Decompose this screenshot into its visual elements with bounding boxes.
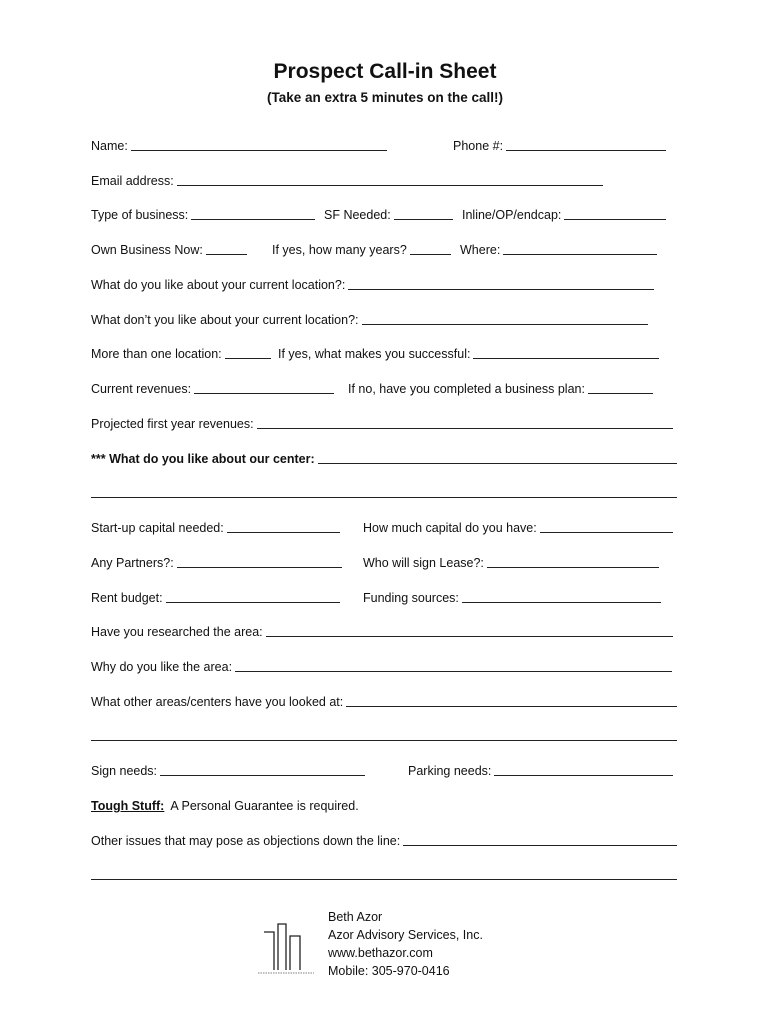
- startup-capital-field[interactable]: [91, 518, 340, 538]
- sign-lease-field[interactable]: [363, 553, 659, 573]
- sign-needs-label: Sign needs:: [91, 764, 158, 778]
- row-more-locations: [91, 344, 681, 364]
- company-logo-icon: [256, 918, 316, 978]
- row-name-phone: [91, 136, 681, 156]
- contact-company: Azor Advisory Services, Inc.: [328, 928, 483, 942]
- why-area-label: Why do you like the area:: [91, 660, 233, 674]
- years-line[interactable]: [410, 254, 451, 255]
- business-plan-field[interactable]: [348, 379, 653, 399]
- tough-stuff-label: Tough Stuff:: [91, 799, 165, 813]
- funding-sources-label: Funding sources:: [363, 591, 459, 605]
- rent-budget-label: Rent budget:: [91, 591, 163, 605]
- other-issues-line[interactable]: [403, 845, 677, 846]
- successful-label: If yes, what makes you successful:: [278, 347, 471, 361]
- startup-capital-line[interactable]: [227, 532, 340, 533]
- own-business-line[interactable]: [206, 254, 247, 255]
- projected-revenues-line[interactable]: [257, 428, 673, 429]
- row-partners: [91, 553, 681, 573]
- partners-line[interactable]: [177, 567, 342, 568]
- other-issues-extra-line[interactable]: [91, 879, 677, 880]
- years-label: If yes, how many years?: [272, 243, 407, 257]
- capital-have-field[interactable]: [363, 518, 673, 538]
- sf-needed-line[interactable]: [394, 219, 453, 220]
- successful-field[interactable]: [278, 344, 659, 364]
- parking-needs-field[interactable]: [408, 761, 673, 781]
- name-line[interactable]: [131, 150, 387, 151]
- current-revenues-label: Current revenues:: [91, 382, 192, 396]
- like-center-line[interactable]: [318, 463, 677, 464]
- row-tough-stuff: [91, 796, 681, 816]
- successful-line[interactable]: [473, 358, 659, 359]
- partners-label: Any Partners?:: [91, 556, 174, 570]
- other-areas-label: What other areas/centers have you looked at:: [91, 695, 344, 709]
- row-own-business: [91, 240, 681, 260]
- why-area-line[interactable]: [235, 671, 672, 672]
- contact-name: Beth Azor: [328, 910, 383, 924]
- like-current-field[interactable]: [91, 275, 654, 295]
- row-projected: [91, 414, 681, 434]
- sign-needs-field[interactable]: [91, 761, 365, 781]
- sf-needed-label: SF Needed:: [324, 208, 391, 222]
- researched-field[interactable]: [91, 622, 673, 642]
- why-area-field[interactable]: [91, 657, 672, 677]
- projected-revenues-field[interactable]: [91, 414, 673, 434]
- phone-field[interactable]: [453, 136, 666, 156]
- funding-sources-line[interactable]: [462, 602, 661, 603]
- current-revenues-field[interactable]: [91, 379, 334, 399]
- tough-stuff-note: [91, 796, 359, 816]
- row-rent: [91, 588, 681, 608]
- partners-field[interactable]: [91, 553, 342, 573]
- row-like-current: [91, 275, 681, 295]
- sign-needs-line[interactable]: [160, 775, 365, 776]
- page-subtitle: (Take an extra 5 minutes on the call!): [266, 90, 504, 105]
- email-line[interactable]: [177, 185, 603, 186]
- current-revenues-line[interactable]: [194, 393, 334, 394]
- projected-revenues-label: Projected first year revenues:: [91, 417, 254, 431]
- inline-label: Inline/OP/endcap:: [462, 208, 562, 222]
- row-other-issues: [91, 831, 681, 851]
- sign-lease-label: Who will sign Lease?:: [363, 556, 484, 570]
- business-plan-label: If no, have you completed a business plan:: [348, 382, 585, 396]
- sign-lease-line[interactable]: [487, 567, 659, 568]
- more-than-one-field[interactable]: [91, 344, 271, 364]
- row-why-area: [91, 657, 681, 677]
- email-field[interactable]: [91, 171, 603, 191]
- dislike-current-field[interactable]: [91, 310, 648, 330]
- where-label: Where:: [460, 243, 501, 257]
- business-plan-line[interactable]: [588, 393, 653, 394]
- researched-label: Have you researched the area:: [91, 625, 263, 639]
- phone-line[interactable]: [506, 150, 666, 151]
- dislike-current-label: What don’t you like about your current location?:: [91, 313, 359, 327]
- inline-line[interactable]: [564, 219, 666, 220]
- contact-website[interactable]: www.bethazor.com: [328, 946, 433, 960]
- row-other-areas: [91, 692, 681, 712]
- like-center-extra-line[interactable]: [91, 497, 677, 498]
- email-label: Email address:: [91, 174, 174, 188]
- page-title: Prospect Call-in Sheet: [273, 60, 497, 83]
- like-center-field[interactable]: [91, 449, 677, 469]
- startup-capital-label: Start-up capital needed:: [91, 521, 224, 535]
- other-issues-label: Other issues that may pose as objections down the line:: [91, 834, 401, 848]
- type-of-business-field[interactable]: [91, 205, 315, 225]
- parking-needs-label: Parking needs:: [408, 764, 492, 778]
- row-needs: [91, 761, 681, 781]
- capital-have-label: How much capital do you have:: [363, 521, 537, 535]
- own-business-field[interactable]: [91, 240, 247, 260]
- like-current-line[interactable]: [348, 289, 654, 290]
- inline-field[interactable]: [462, 205, 666, 225]
- row-like-center: [91, 449, 681, 469]
- rent-budget-line[interactable]: [166, 602, 340, 603]
- parking-needs-line[interactable]: [494, 775, 673, 776]
- tough-stuff-text: A Personal Guarantee is required.: [170, 799, 359, 813]
- row-revenues: [91, 379, 681, 399]
- row-business-type: [91, 205, 681, 225]
- like-current-label: What do you like about your current location?:: [91, 278, 346, 292]
- researched-line[interactable]: [266, 636, 673, 637]
- phone-label: Phone #:: [453, 139, 504, 153]
- years-field[interactable]: [272, 240, 451, 260]
- more-than-one-label: More than one location:: [91, 347, 222, 361]
- dislike-current-line[interactable]: [362, 324, 648, 325]
- capital-have-line[interactable]: [540, 532, 673, 533]
- name-field[interactable]: [91, 136, 387, 156]
- contact-block: [328, 908, 483, 980]
- row-dislike-current: [91, 310, 681, 330]
- where-line[interactable]: [503, 254, 657, 255]
- other-areas-extra-line[interactable]: [91, 740, 677, 741]
- type-of-business-label: Type of business:: [91, 208, 189, 222]
- rent-budget-field[interactable]: [91, 588, 340, 608]
- where-field[interactable]: [460, 240, 657, 260]
- funding-sources-field[interactable]: [363, 588, 661, 608]
- name-label: Name:: [91, 139, 128, 153]
- row-email: [91, 171, 681, 191]
- other-areas-field[interactable]: [91, 692, 677, 712]
- own-business-label: Own Business Now:: [91, 243, 203, 257]
- contact-mobile: Mobile: 305-970-0416: [328, 964, 450, 978]
- sf-needed-field[interactable]: [324, 205, 453, 225]
- other-areas-line[interactable]: [346, 706, 677, 707]
- row-capital: [91, 518, 681, 538]
- more-than-one-line[interactable]: [225, 358, 271, 359]
- other-issues-field[interactable]: [91, 831, 677, 851]
- type-of-business-line[interactable]: [191, 219, 315, 220]
- like-center-label: *** What do you like about our center:: [91, 452, 315, 466]
- row-researched: [91, 622, 681, 642]
